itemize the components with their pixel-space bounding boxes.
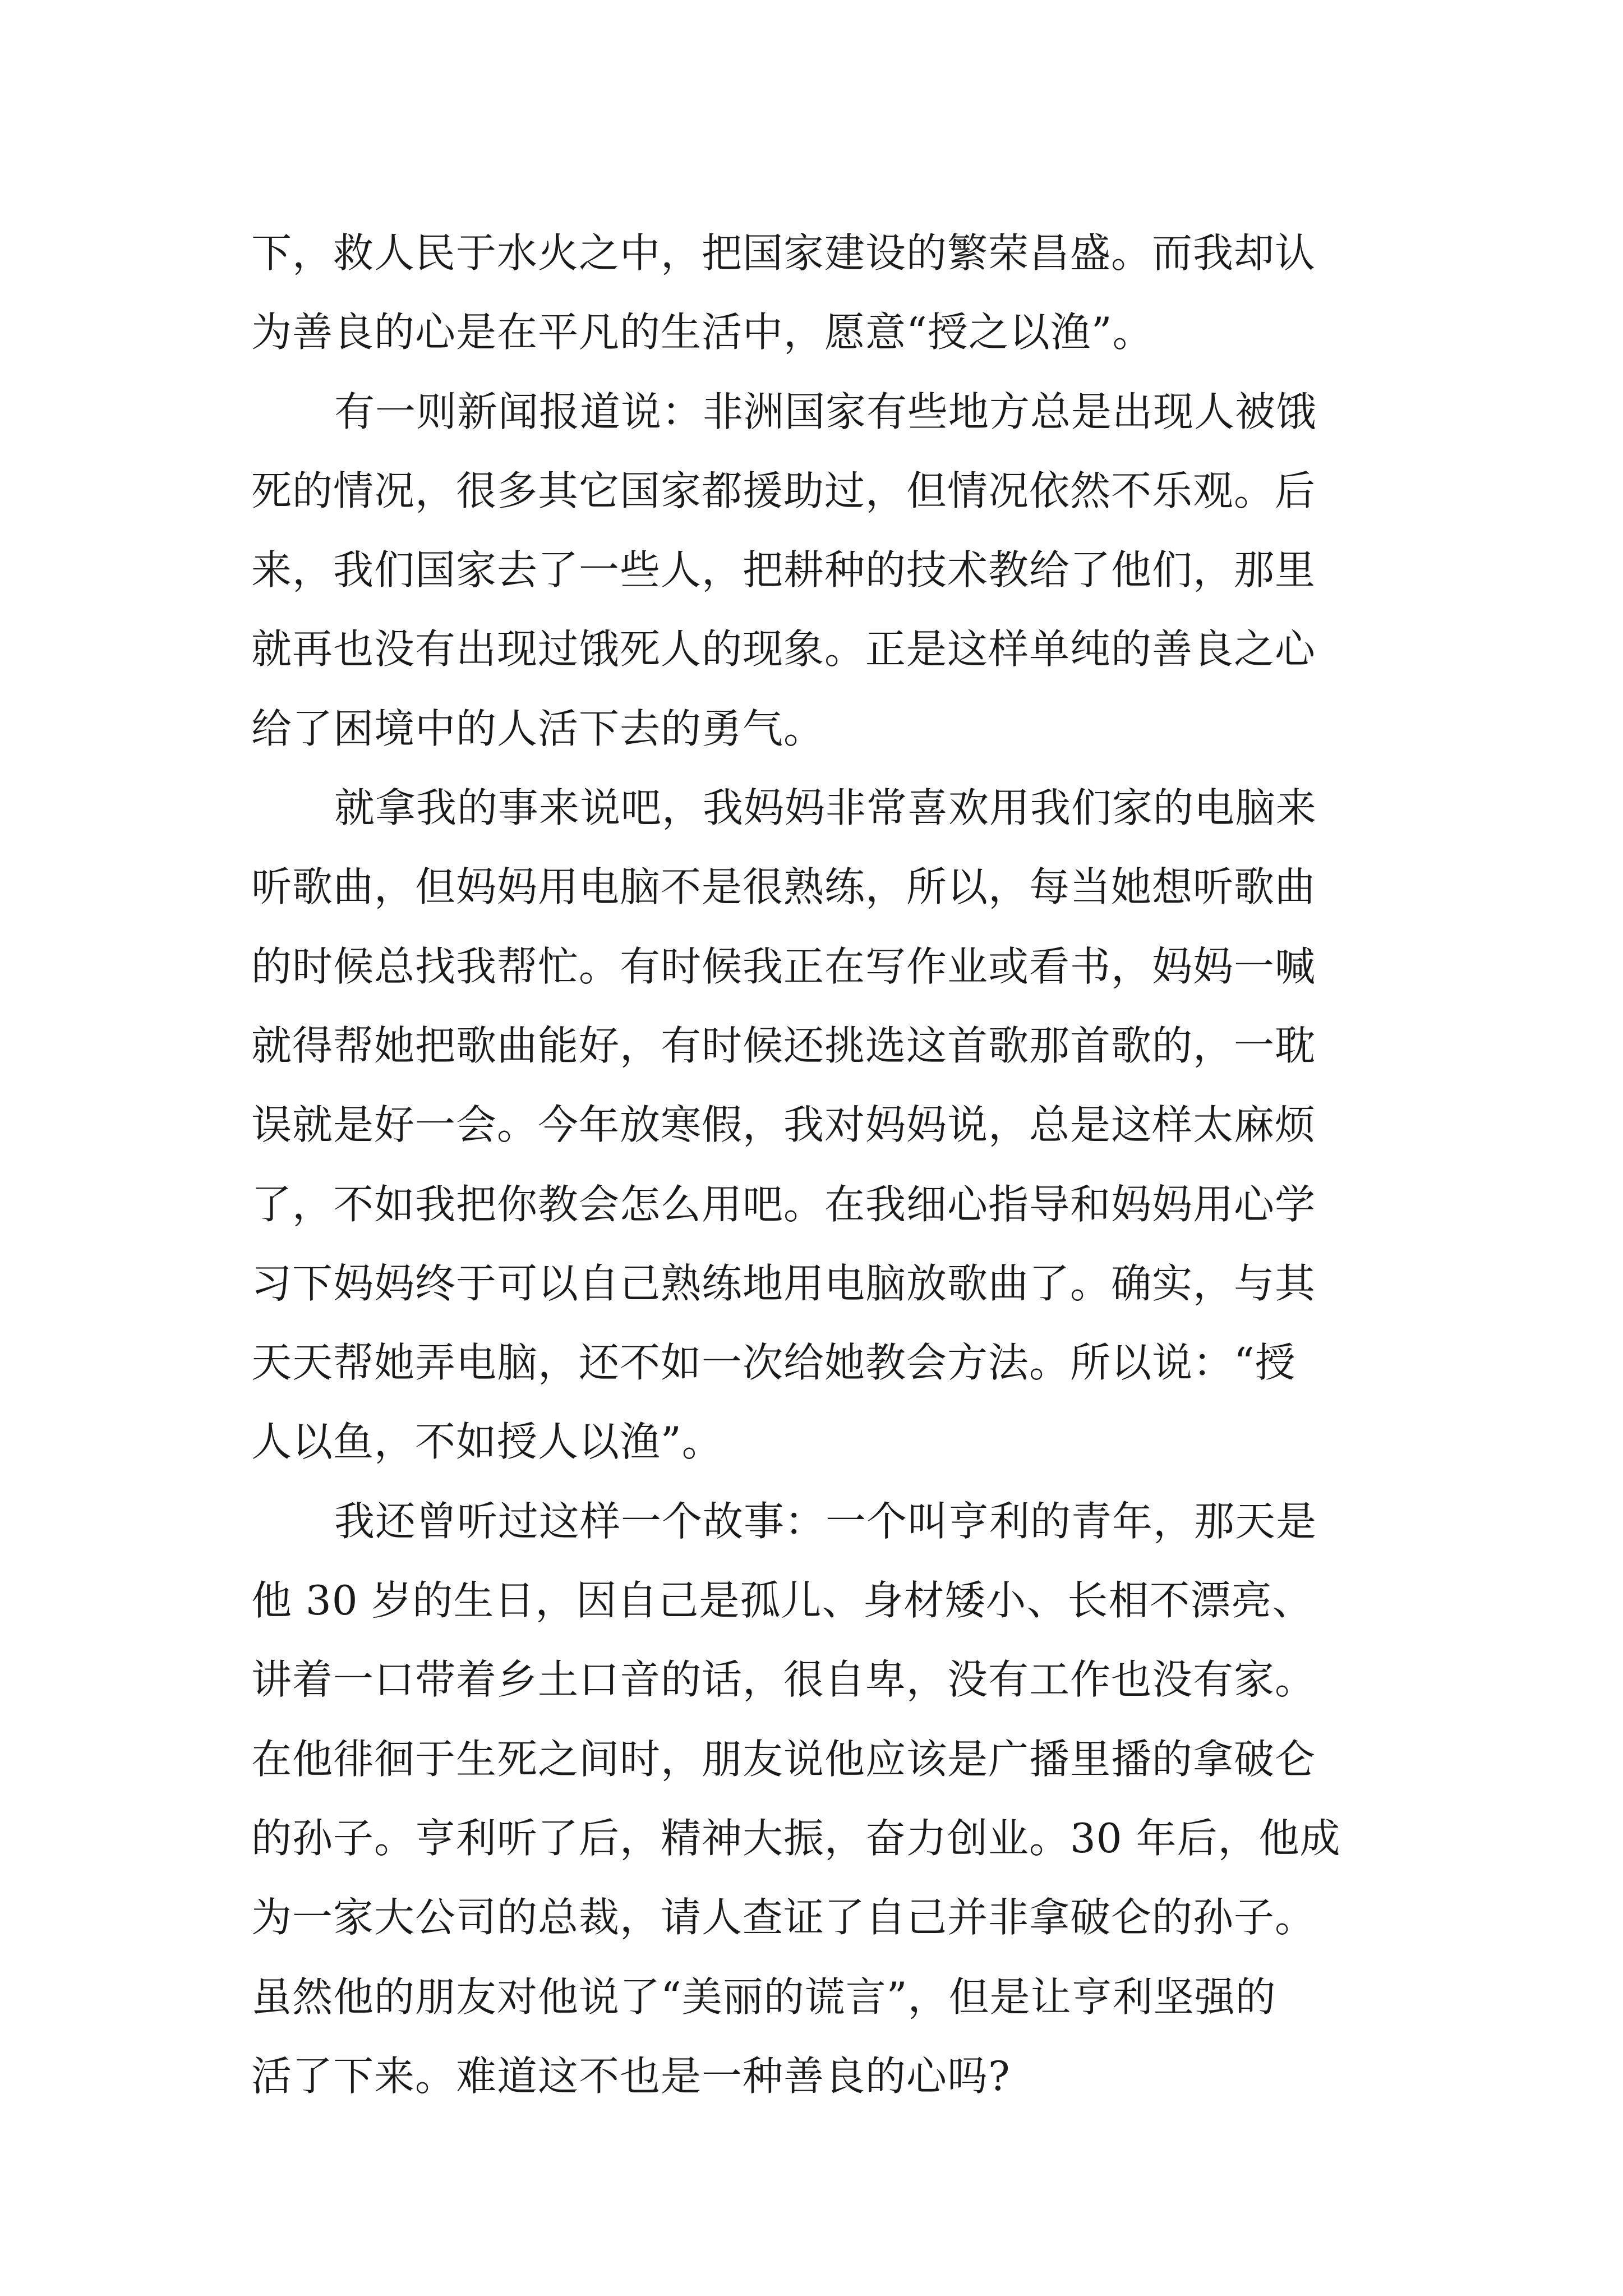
text-line: 天天帮她弄电脑，还不如一次给她教会方法。所以说：“授 [251, 1339, 1296, 1387]
text-line: 的孙子。亨利听了后，精神大振，奋力创业。30 年后，他成 [251, 1814, 1341, 1862]
text-line: 为善良的心是在平凡的生活中，愿意“授之以渔”。 [251, 309, 1154, 356]
text-line: 就再也没有出现过饿死人的现象。正是这样单纯的善良之心 [251, 625, 1316, 673]
text-line: 给了困境中的人活下去的勇气。 [251, 705, 825, 752]
text-line: 习下妈妈终于可以自己熟练地用电脑放歌曲了。确实，与其 [251, 1259, 1316, 1307]
text-line: 误就是好一会。今年放寒假，我对妈妈说，总是这样太麻烦 [251, 1101, 1316, 1149]
paragraph-first-line: 就拿我的事来说吧，我妈妈非常喜欢用我们家的电脑来 [334, 784, 1317, 832]
text-line: 在他徘徊于生死之间时，朋友说他应该是广播里播的拿破仑 [251, 1735, 1316, 1783]
text-line: 听歌曲，但妈妈用电脑不是很熟练，所以，每当她想听歌曲 [251, 863, 1316, 911]
paragraph-first-line: 有一则新闻报道说：非洲国家有些地方总是出现人被饿 [334, 388, 1317, 435]
body-text [251, 214, 1390, 2116]
text-line: 他 30 岁的生日，因自己是孤儿、身材矮小、长相不漂亮、 [251, 1577, 1313, 1625]
text-line: 虽然他的朋友对他说了“美丽的谎言”，但是让亨利坚强的 [251, 1973, 1276, 2021]
text-line: 的时候总找我帮忙。有时候我正在写作业或看书，妈妈一喊 [251, 942, 1316, 990]
text-line: 死的情况，很多其它国家都援助过，但情况依然不乐观。后 [251, 467, 1316, 514]
paragraph-first-line: 我还曾听过这样一个故事：一个叫亨利的青年，那天是 [334, 1497, 1317, 1545]
text-line: 下，救人民于水火之中，把国家建设的繁荣昌盛。而我却认 [251, 229, 1316, 277]
text-line: 来，我们国家去了一些人，把耕种的技术教给了他们，那里 [251, 546, 1316, 594]
text-line: 了，不如我把你教会怎么用吧。在我细心指导和妈妈用心学 [251, 1180, 1316, 1228]
text-line: 活了下来。难道这不也是一种善良的心吗? [251, 2052, 1011, 2100]
text-line: 人以鱼，不如授人以渔”。 [251, 1418, 723, 1466]
text-line: 讲着一口带着乡土口音的话，很自卑，没有工作也没有家。 [251, 1656, 1316, 1704]
text-line: 为一家大公司的总裁，请人查证了自己并非拿破仑的孙子。 [251, 1894, 1316, 1941]
text-line: 就得帮她把歌曲能好，有时候还挑选这首歌那首歌的，一耽 [251, 1022, 1316, 1069]
